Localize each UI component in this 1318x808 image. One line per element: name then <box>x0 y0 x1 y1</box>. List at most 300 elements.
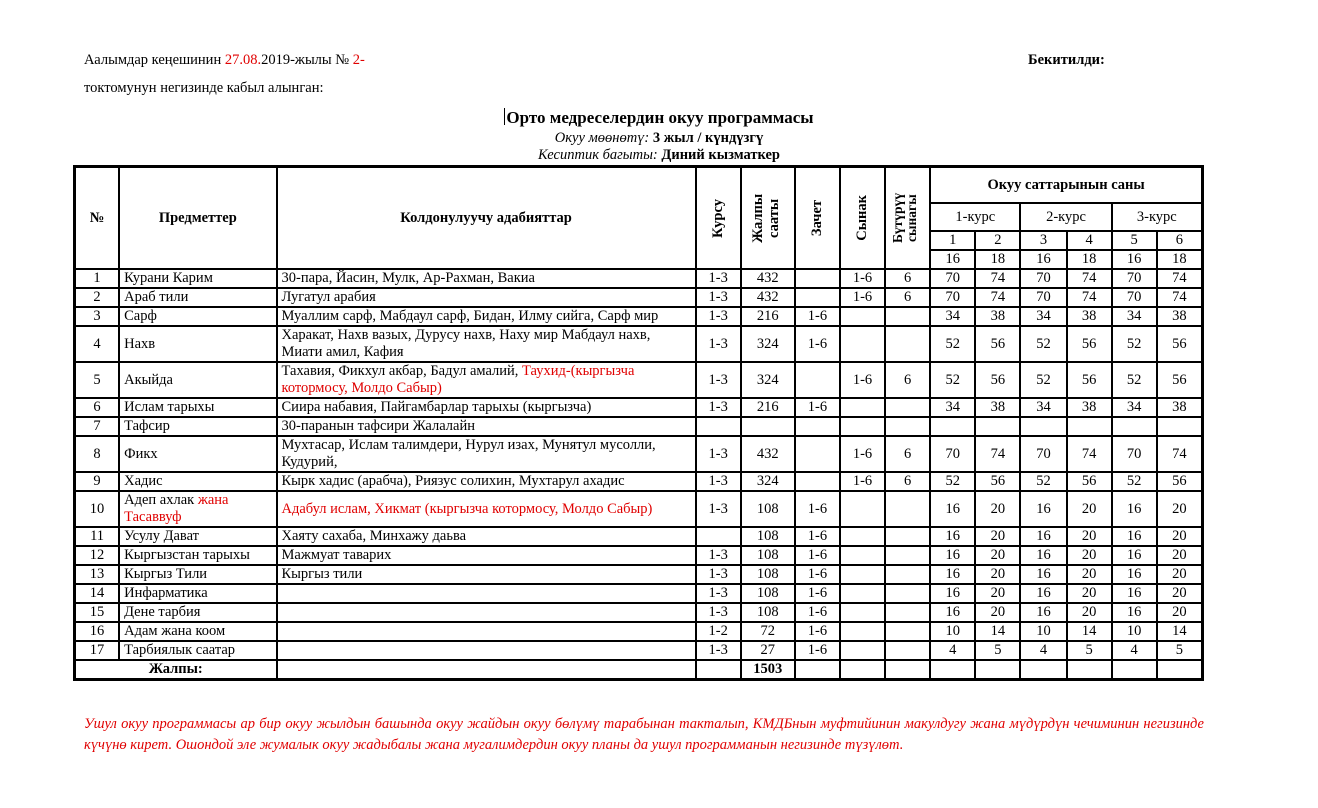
credit: 1-6 <box>795 398 840 417</box>
subject-name <box>119 307 276 326</box>
semester-hours: 34 <box>1020 307 1066 326</box>
credit <box>795 288 840 307</box>
semester-hours: 74 <box>1157 269 1202 288</box>
literature <box>277 362 696 398</box>
row-number: 3 <box>75 307 119 326</box>
table-row <box>75 527 1202 546</box>
semester-hours: 20 <box>1067 491 1112 527</box>
exam: 1-6 <box>840 362 885 398</box>
semester-hours: 16 <box>930 546 975 565</box>
row-number: 17 <box>75 641 119 660</box>
table-row <box>75 565 1202 584</box>
total-hours: 108 <box>741 603 795 622</box>
row-number: 12 <box>75 546 119 565</box>
final-exam <box>885 546 930 565</box>
subject-text: Нахв <box>124 335 156 352</box>
credit <box>795 436 840 472</box>
total-empty <box>1157 660 1202 679</box>
credit: 1-6 <box>795 491 840 527</box>
semester-hours: 16 <box>1020 584 1066 603</box>
semester-hours: 74 <box>1157 288 1202 307</box>
semester-hours: 16 <box>930 565 975 584</box>
exam <box>840 491 885 527</box>
final-exam <box>885 527 930 546</box>
literature <box>277 546 696 565</box>
row-number: 11 <box>75 527 119 546</box>
semester-hours: 16 <box>1112 491 1157 527</box>
semester-hours: 74 <box>1067 436 1112 472</box>
semester-hours: 20 <box>975 546 1020 565</box>
subject-text: Курани Карим <box>124 270 213 286</box>
table-row <box>75 641 1202 660</box>
semester-hours: 34 <box>1020 398 1066 417</box>
semester-hours: 16 <box>1020 491 1066 527</box>
col-course-header: Курсу <box>696 167 741 269</box>
credit: 1-6 <box>795 307 840 326</box>
subject-text-highlight: жана Тасаввуф <box>124 492 229 525</box>
document-title: Орто медреселердин окуу программасы <box>506 108 814 127</box>
subject-text: Инфарматика <box>124 585 208 601</box>
semester-hours: 10 <box>1020 622 1066 641</box>
credit <box>795 472 840 491</box>
final-exam <box>885 603 930 622</box>
subject-name <box>119 326 276 362</box>
semester-hours <box>1020 417 1066 436</box>
program-table <box>73 165 1204 681</box>
semester-hours: 20 <box>1157 546 1202 565</box>
literature <box>277 307 696 326</box>
semester-hours: 70 <box>1112 269 1157 288</box>
final-exam: 6 <box>885 472 930 491</box>
total-empty <box>696 660 741 679</box>
exam <box>840 641 885 660</box>
literature-text-highlight: Адабул ислам, Хикмат (кыргызча котормосу, Молдо Сабыр) <box>281 500 653 517</box>
approved-label: Бекитилди: <box>1028 52 1105 68</box>
semester-hours: 70 <box>930 288 975 307</box>
semester-hours: 34 <box>1112 398 1157 417</box>
study-form: Окуу мөөнөтү: 3 жыл / күндүзгү <box>554 130 764 146</box>
subject-name <box>119 527 276 546</box>
table-row <box>75 417 1202 436</box>
table-row <box>75 362 1202 398</box>
row-number: 7 <box>75 417 119 436</box>
credit: 1-6 <box>795 326 840 362</box>
subject-text: Сарф <box>124 308 157 324</box>
semester-hours: 10 <box>1112 622 1157 641</box>
semester-hours <box>1157 417 1202 436</box>
total-hours: 27 <box>741 641 795 660</box>
subject-name <box>119 622 276 641</box>
semester-hours: 16 <box>1020 565 1066 584</box>
table-row <box>75 269 1202 288</box>
final-exam <box>885 584 930 603</box>
subject-name <box>119 584 276 603</box>
semester-hours: 52 <box>1020 472 1066 491</box>
subject-text: Ислам тарыхы <box>124 399 215 415</box>
literature <box>277 269 696 288</box>
course-years: 1-3 <box>696 362 741 398</box>
subject-text: Хадис <box>124 473 163 489</box>
credit: 1-6 <box>795 622 840 641</box>
literature <box>277 288 696 307</box>
semester-hours: 70 <box>1020 288 1066 307</box>
semester-hours: 20 <box>1067 527 1112 546</box>
semester-hours: 70 <box>930 269 975 288</box>
semester-hours: 16 <box>1112 527 1157 546</box>
weeks-cell: 16 <box>930 250 975 269</box>
total-empty <box>1112 660 1157 679</box>
total-label: Жалпы: <box>75 660 277 679</box>
course-years: 1-3 <box>696 491 741 527</box>
total-empty <box>1067 660 1112 679</box>
total-hours: 324 <box>741 326 795 362</box>
semester-hours: 16 <box>930 603 975 622</box>
semester-hours: 20 <box>975 527 1020 546</box>
col-total-hours-header: Жалпы сааты <box>741 167 795 269</box>
literature <box>277 603 696 622</box>
final-exam <box>885 417 930 436</box>
total-hours: 216 <box>741 398 795 417</box>
final-exam <box>885 326 930 362</box>
row-number: 2 <box>75 288 119 307</box>
course-years: 1-3 <box>696 546 741 565</box>
final-exam <box>885 641 930 660</box>
col-no-header: № <box>75 167 119 269</box>
semester-hours: 34 <box>930 398 975 417</box>
table-row <box>75 398 1202 417</box>
literature <box>277 527 696 546</box>
col-literature-header: Колдонулуучу адабияттар <box>277 167 696 269</box>
table-row <box>75 307 1202 326</box>
literature <box>277 565 696 584</box>
credit <box>795 417 840 436</box>
subject-text: Адам жана коом <box>124 623 226 639</box>
table-row <box>75 546 1202 565</box>
table-row <box>75 584 1202 603</box>
semester-hours: 52 <box>1112 362 1157 398</box>
course-years: 1-3 <box>696 603 741 622</box>
total-hours: 432 <box>741 436 795 472</box>
semester-header: 4 <box>1067 231 1112 250</box>
col-subjects-header: Предметтер <box>119 167 276 269</box>
course-years: 1-3 <box>696 307 741 326</box>
literature-text-highlight: Таухид-(кыргызча котормосу, Молдо Сабыр) <box>281 363 635 396</box>
final-exam <box>885 398 930 417</box>
semester-hours: 52 <box>930 326 975 362</box>
literature-text: Кыргыз тили <box>281 566 363 582</box>
final-exam: 6 <box>885 269 930 288</box>
subject-text: Кыргызстан тарыхы <box>124 547 250 563</box>
subject-text: Кыргыз Тили <box>124 566 208 582</box>
semester-hours: 20 <box>1157 527 1202 546</box>
exam <box>840 546 885 565</box>
semester-hours <box>930 417 975 436</box>
semester-hours: 34 <box>930 307 975 326</box>
row-number: 5 <box>75 362 119 398</box>
subject-name <box>119 641 276 660</box>
semester-hours: 70 <box>1112 288 1157 307</box>
semester-hours: 5 <box>975 641 1020 660</box>
semester-hours: 16 <box>1112 584 1157 603</box>
approval-date: 27.08. <box>224 52 262 68</box>
semester-hours: 14 <box>975 622 1020 641</box>
table-row <box>75 326 1202 362</box>
literature-text: Хаяту сахаба, Минхажу даьва <box>281 528 467 544</box>
subject-name <box>119 472 276 491</box>
literature <box>277 436 696 472</box>
row-number: 16 <box>75 622 119 641</box>
semester-hours: 52 <box>930 362 975 398</box>
semester-hours: 74 <box>975 436 1020 472</box>
final-exam: 6 <box>885 436 930 472</box>
table-row <box>75 436 1202 472</box>
literature-text: Муаллим сарф, Мабдаул сарф, Бидан, Илму сийга, Сарф мир <box>281 308 659 324</box>
col-credit-header: Зачет <box>795 167 840 269</box>
exam: 1-6 <box>840 288 885 307</box>
total-hours: 324 <box>741 472 795 491</box>
semester-hours: 38 <box>1157 307 1202 326</box>
total-empty <box>277 660 696 679</box>
footer-note: Ушул окуу программасы ар бир окуу жылдын башында окуу жайдын окуу бөлүмү тарабынан такталып, КМДБнын муфтийинин макулдугу жана мүдүрдүн чечиминин негизинде күчүнө кирет. Ошондой эле жумалык окуу жадыбалы жана мугалимдердин окуу планы да ушул программанын негизинде түзүлөт. <box>84 716 1204 753</box>
literature-text: Мажмуат таварих <box>281 547 392 563</box>
subject-name <box>119 436 276 472</box>
semester-hours: 70 <box>930 436 975 472</box>
row-number: 4 <box>75 326 119 362</box>
literature-text: Харакат, Нахв вазых, Дурусу нахв, Наху мир Мабдаул нахв, Миати амил, Кафия <box>281 327 651 360</box>
approval-number: 2- <box>352 52 365 68</box>
total-hours: 108 <box>741 546 795 565</box>
total-hours: 108 <box>741 584 795 603</box>
course-years <box>696 417 741 436</box>
subject-name <box>119 546 276 565</box>
total-hours: 324 <box>741 362 795 398</box>
exam <box>840 417 885 436</box>
semester-hours: 16 <box>1020 546 1066 565</box>
semester-hours: 20 <box>1067 603 1112 622</box>
subject-name <box>119 288 276 307</box>
table-row <box>75 288 1202 307</box>
subject-text: Дене тарбия <box>124 604 201 620</box>
final-exam: 6 <box>885 362 930 398</box>
semester-hours: 56 <box>1157 362 1202 398</box>
row-number: 9 <box>75 472 119 491</box>
semester-hours <box>1067 417 1112 436</box>
semester-header: 3 <box>1020 231 1066 250</box>
semester-hours: 4 <box>1112 641 1157 660</box>
course-years: 1-3 <box>696 472 741 491</box>
semester-hours: 56 <box>1157 472 1202 491</box>
total-hours <box>741 417 795 436</box>
semester-hours: 74 <box>1067 288 1112 307</box>
subject-name <box>119 398 276 417</box>
exam <box>840 326 885 362</box>
semester-hours: 4 <box>1020 641 1066 660</box>
semester-hours: 34 <box>1112 307 1157 326</box>
exam <box>840 584 885 603</box>
literature <box>277 641 696 660</box>
semester-hours: 70 <box>1020 436 1066 472</box>
total-hours: 216 <box>741 307 795 326</box>
row-number: 1 <box>75 269 119 288</box>
semester-header: 5 <box>1112 231 1157 250</box>
final-exam <box>885 565 930 584</box>
semester-hours: 56 <box>1157 326 1202 362</box>
credit: 1-6 <box>795 603 840 622</box>
semester-hours: 4 <box>930 641 975 660</box>
total-hours-sum: 1503 <box>741 660 795 679</box>
course-years: 1-3 <box>696 436 741 472</box>
semester-hours: 20 <box>1157 584 1202 603</box>
final-exam: 6 <box>885 288 930 307</box>
profession: Кесиптик багыты: Диний кызматкер <box>538 147 780 163</box>
table-row <box>75 472 1202 491</box>
semester-hours: 14 <box>1157 622 1202 641</box>
semester-hours: 38 <box>1157 398 1202 417</box>
semester-hours: 20 <box>975 584 1020 603</box>
semester-hours: 74 <box>975 288 1020 307</box>
credit <box>795 269 840 288</box>
exam <box>840 307 885 326</box>
col-final-exam-header: Бүтүрүү сынагы <box>885 167 930 269</box>
semester-hours: 16 <box>930 584 975 603</box>
literature-text: Тахавия, Фикхул акбар, Бадул амалий, <box>281 363 523 379</box>
subject-text: Тафсир <box>124 418 170 434</box>
course-header: 1-курс <box>930 203 1020 231</box>
row-number: 10 <box>75 491 119 527</box>
exam <box>840 398 885 417</box>
weeks-cell: 18 <box>975 250 1020 269</box>
subject-text: Акыйда <box>124 371 173 388</box>
semester-header: 2 <box>975 231 1020 250</box>
semester-hours: 16 <box>1112 546 1157 565</box>
weeks-cell: 16 <box>1020 250 1066 269</box>
semester-hours: 20 <box>1157 491 1202 527</box>
total-hours: 432 <box>741 288 795 307</box>
weeks-cell: 18 <box>1067 250 1112 269</box>
subject-text: Тарбиялык саатар <box>124 642 236 658</box>
semester-hours <box>1112 417 1157 436</box>
subject-name <box>119 603 276 622</box>
semester-hours: 52 <box>1020 362 1066 398</box>
subject-name <box>119 269 276 288</box>
semester-hours: 56 <box>1067 362 1112 398</box>
weeks-cell: 16 <box>1112 250 1157 269</box>
semester-hours: 20 <box>1157 603 1202 622</box>
semester-hours: 38 <box>1067 398 1112 417</box>
literature <box>277 417 696 436</box>
semester-hours: 10 <box>930 622 975 641</box>
semester-hours: 38 <box>975 307 1020 326</box>
row-number: 13 <box>75 565 119 584</box>
col-exam-header: Сынак <box>840 167 885 269</box>
course-header: 3-курс <box>1112 203 1202 231</box>
total-empty <box>885 660 930 679</box>
literature-text: Кырк хадис (арабча), Риязус солихин, Мухтарул ахадис <box>281 473 625 489</box>
approval-reference: Аалымдар кеңешинин 27.08.2019-жылы № 2- <box>84 52 365 68</box>
hours-group-header: Окуу саттарынын саны <box>930 167 1202 203</box>
credit <box>795 362 840 398</box>
row-number: 14 <box>75 584 119 603</box>
semester-hours: 20 <box>1067 546 1112 565</box>
total-empty <box>840 660 885 679</box>
course-years: 1-3 <box>696 584 741 603</box>
final-exam <box>885 307 930 326</box>
semester-hours: 52 <box>1112 472 1157 491</box>
exam <box>840 565 885 584</box>
semester-hours: 70 <box>1112 436 1157 472</box>
literature <box>277 491 696 527</box>
semester-hours: 56 <box>975 472 1020 491</box>
total-row <box>75 660 1202 679</box>
literature <box>277 584 696 603</box>
literature-text: Мухтасар, Ислам талимдери, Нурул изах, Мунятул мусолли, Кудурий, <box>281 437 656 470</box>
credit: 1-6 <box>795 641 840 660</box>
exam <box>840 603 885 622</box>
table-row <box>75 622 1202 641</box>
semester-hours: 52 <box>1020 326 1066 362</box>
total-empty <box>795 660 840 679</box>
semester-hours: 16 <box>930 527 975 546</box>
semester-hours: 38 <box>975 398 1020 417</box>
semester-hours: 38 <box>1067 307 1112 326</box>
semester-hours: 20 <box>1067 584 1112 603</box>
subject-name <box>119 362 276 398</box>
semester-hours: 56 <box>1067 472 1112 491</box>
semester-hours: 16 <box>1112 565 1157 584</box>
total-hours: 72 <box>741 622 795 641</box>
subject-text: Усулу Дават <box>124 528 199 544</box>
semester-hours: 74 <box>975 269 1020 288</box>
literature-text: Сиира набавия, Пайгамбарлар тарыхы (кыргызча) <box>281 399 592 415</box>
literature <box>277 326 696 362</box>
semester-hours: 56 <box>975 326 1020 362</box>
approval-reference-line2: токтомунун негизинде кабыл алынган: <box>84 80 324 96</box>
subject-text: Адеп ахлак <box>124 492 198 508</box>
semester-hours: 20 <box>975 603 1020 622</box>
credit: 1-6 <box>795 527 840 546</box>
credit: 1-6 <box>795 565 840 584</box>
total-empty <box>975 660 1020 679</box>
subject-text: Араб тили <box>124 289 189 305</box>
total-hours: 108 <box>741 565 795 584</box>
course-header: 2-курс <box>1020 203 1111 231</box>
literature <box>277 622 696 641</box>
exam: 1-6 <box>840 436 885 472</box>
subject-text: Фикх <box>124 445 158 462</box>
semester-hours: 20 <box>1067 565 1112 584</box>
course-years: 1-3 <box>696 641 741 660</box>
credit: 1-6 <box>795 584 840 603</box>
semester-hours: 56 <box>1067 326 1112 362</box>
course-years: 1-3 <box>696 288 741 307</box>
total-hours: 432 <box>741 269 795 288</box>
semester-header: 6 <box>1157 231 1202 250</box>
course-years: 1-3 <box>696 565 741 584</box>
literature <box>277 472 696 491</box>
row-number: 15 <box>75 603 119 622</box>
credit: 1-6 <box>795 546 840 565</box>
literature-text: Лугатул арабия <box>281 289 376 305</box>
weeks-cell: 18 <box>1157 250 1202 269</box>
literature <box>277 398 696 417</box>
table-row <box>75 491 1202 527</box>
semester-hours: 16 <box>1020 527 1066 546</box>
total-empty <box>930 660 975 679</box>
semester-hours: 20 <box>975 565 1020 584</box>
total-hours: 108 <box>741 527 795 546</box>
semester-hours: 5 <box>1157 641 1202 660</box>
course-years: 1-3 <box>696 269 741 288</box>
